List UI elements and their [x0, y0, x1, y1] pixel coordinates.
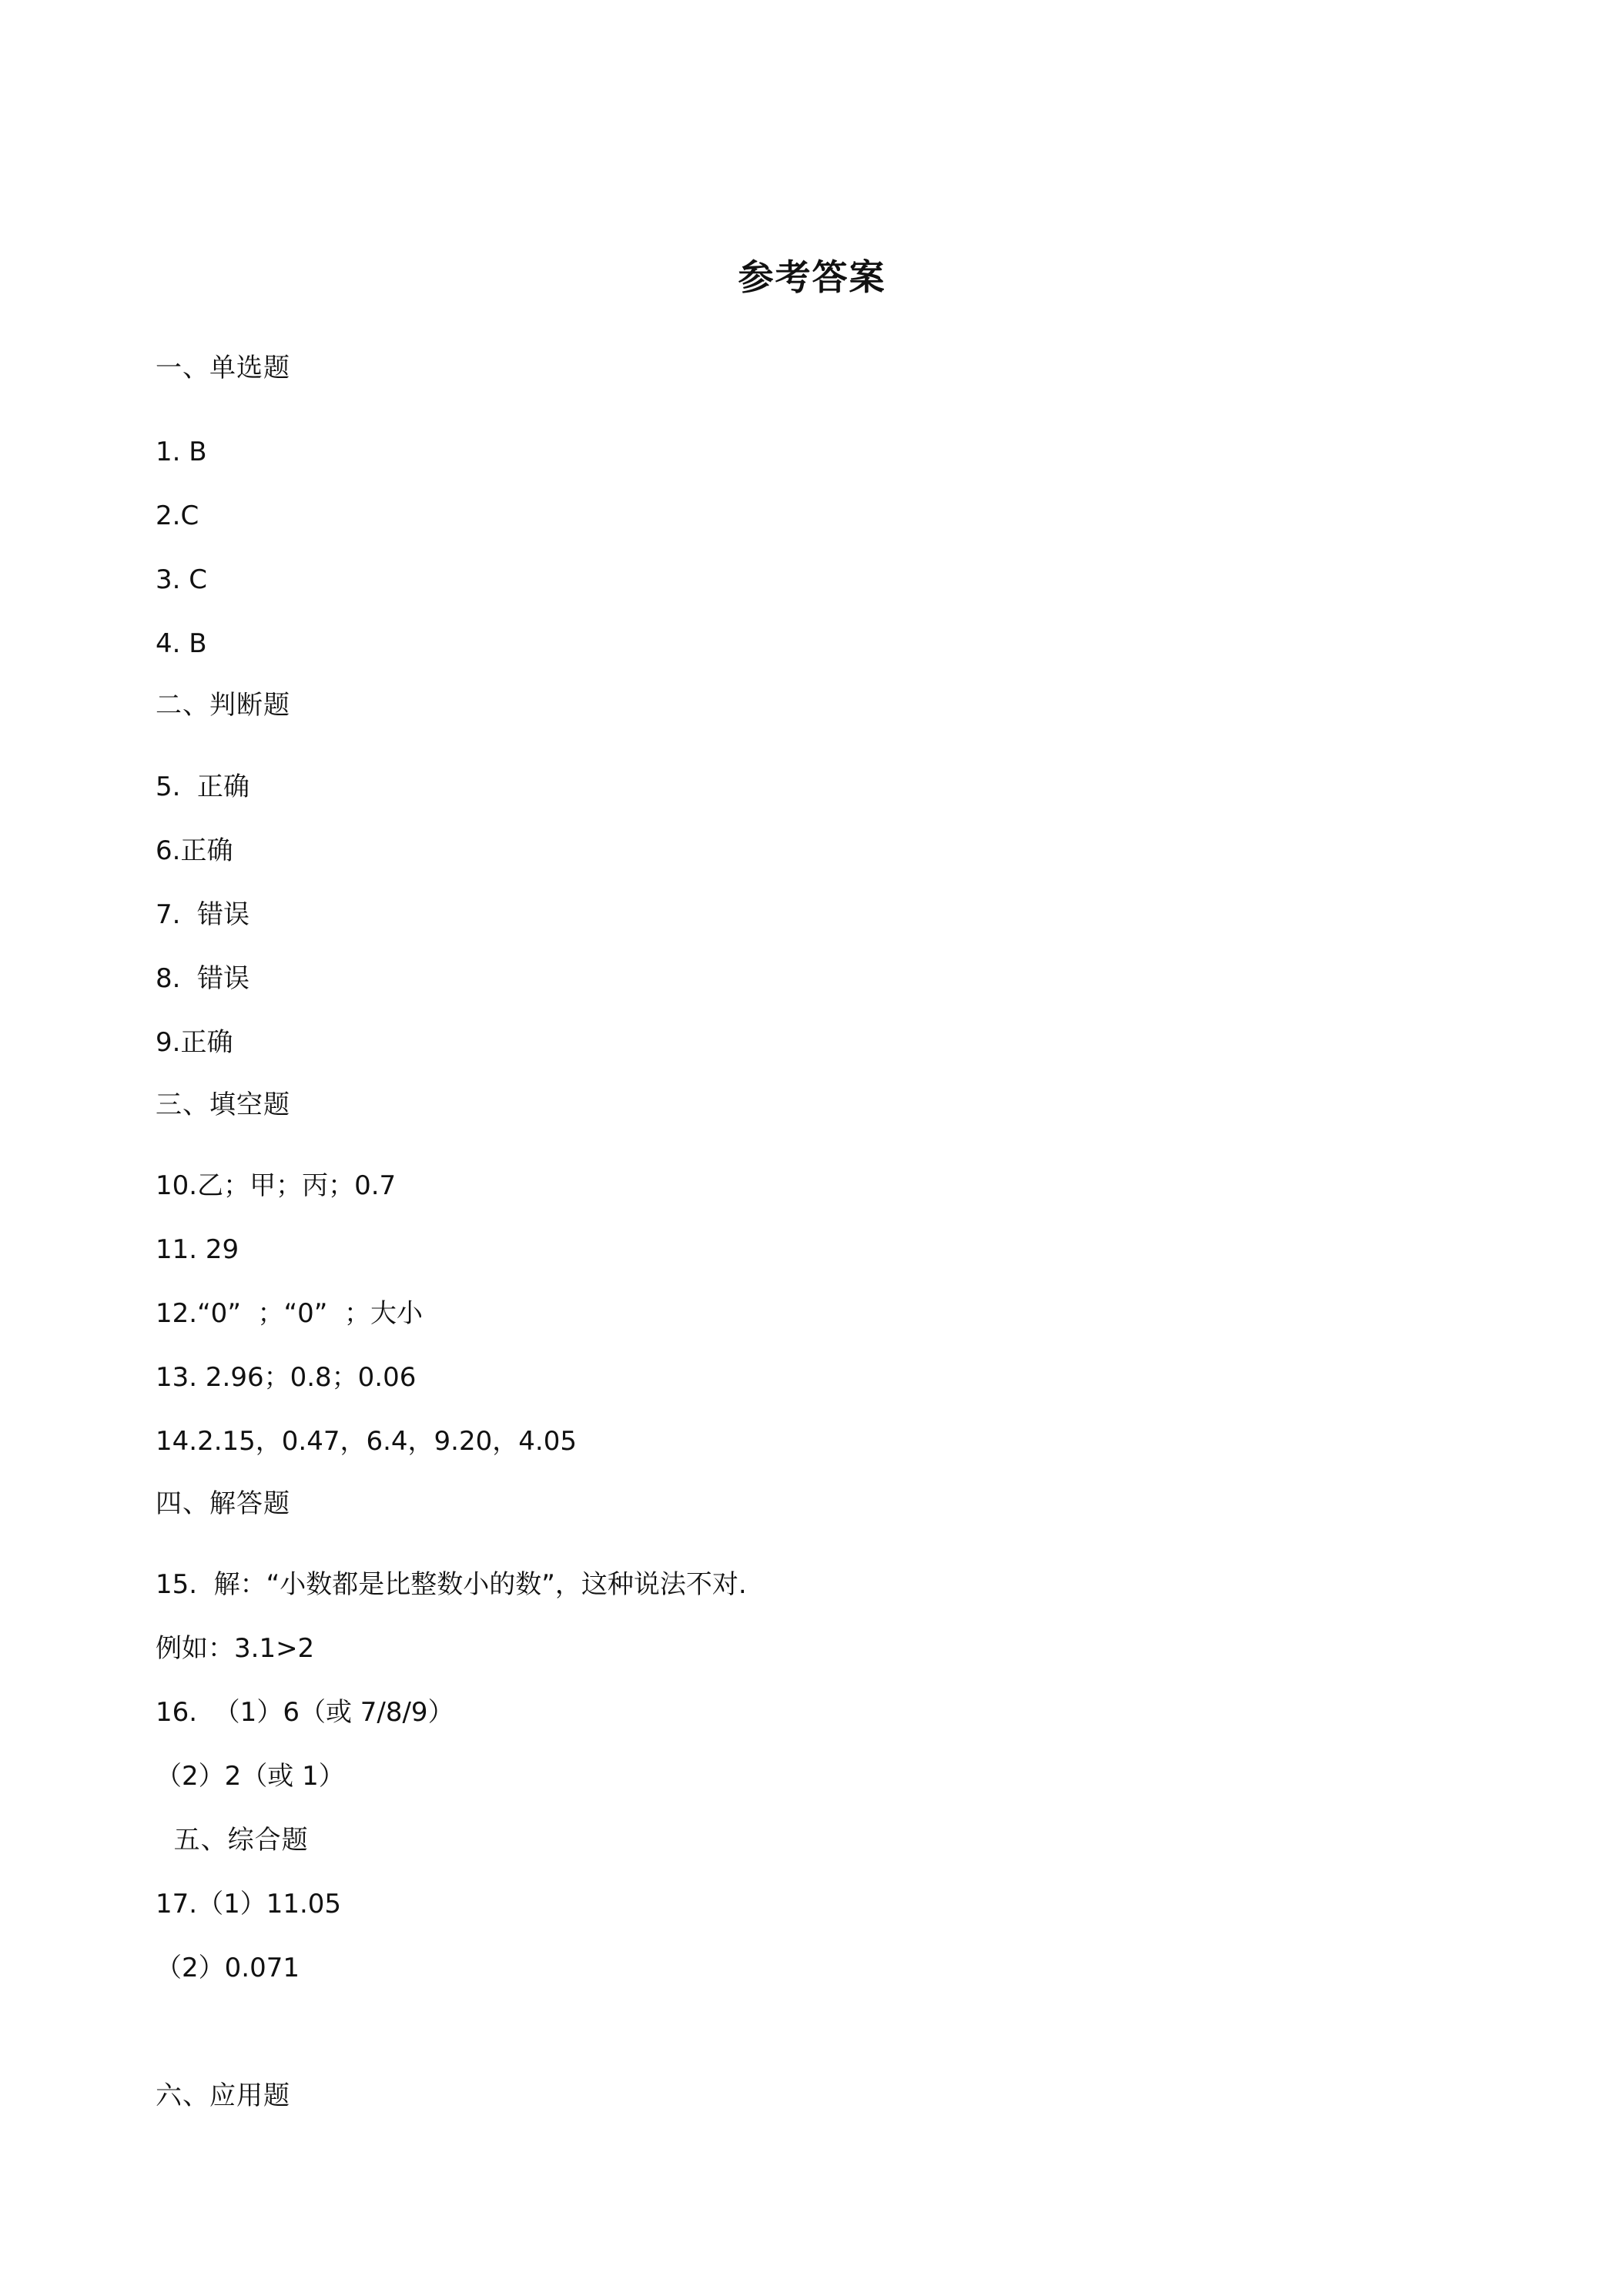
answer-line: 6.正确	[156, 835, 233, 866]
answer-line: 12.“0” ；“0” ；大小	[156, 1298, 424, 1329]
answer-line: 例如：3.1>2	[156, 1633, 315, 1664]
answer-line: （2）0.071	[156, 1953, 300, 1983]
page-title: 参考答案	[738, 256, 886, 298]
section-heading: 六、应用题	[156, 2080, 290, 2111]
answer-line: 3. C	[156, 564, 207, 595]
section-heading: 五、综合题	[156, 1825, 309, 1856]
answer-line: 8. 错误	[156, 963, 250, 994]
answer-line: 1. B	[156, 437, 207, 467]
section-heading: 一、单选题	[156, 353, 290, 383]
answer-line: 17.（1）11.05	[156, 1889, 342, 1919]
answer-line: 5. 正确	[156, 771, 250, 802]
answer-line: 10.乙；甲；丙；0.7	[156, 1170, 397, 1201]
answer-line: 15. 解：“小数都是比整数小的数”，这种说法不对.	[156, 1569, 747, 1600]
answer-line: 4. B	[156, 628, 207, 659]
answer-line: 2.C	[156, 500, 199, 531]
section-heading: 三、填空题	[156, 1089, 290, 1120]
answer-line: （2）2（或 1）	[156, 1761, 345, 1792]
answer-line: 11. 29	[156, 1234, 239, 1265]
answer-line: 14.2.15，0.47，6.4，9.20，4.05	[156, 1426, 577, 1457]
answer-line: 13. 2.96；0.8；0.06	[156, 1362, 417, 1393]
answer-line: 7. 错误	[156, 899, 250, 930]
section-heading: 四、解答题	[156, 1488, 290, 1519]
section-heading: 二、判断题	[156, 690, 290, 721]
answer-line: 9.正确	[156, 1027, 233, 1058]
answer-line: 16. （1）6（或 7/8/9）	[156, 1697, 454, 1728]
